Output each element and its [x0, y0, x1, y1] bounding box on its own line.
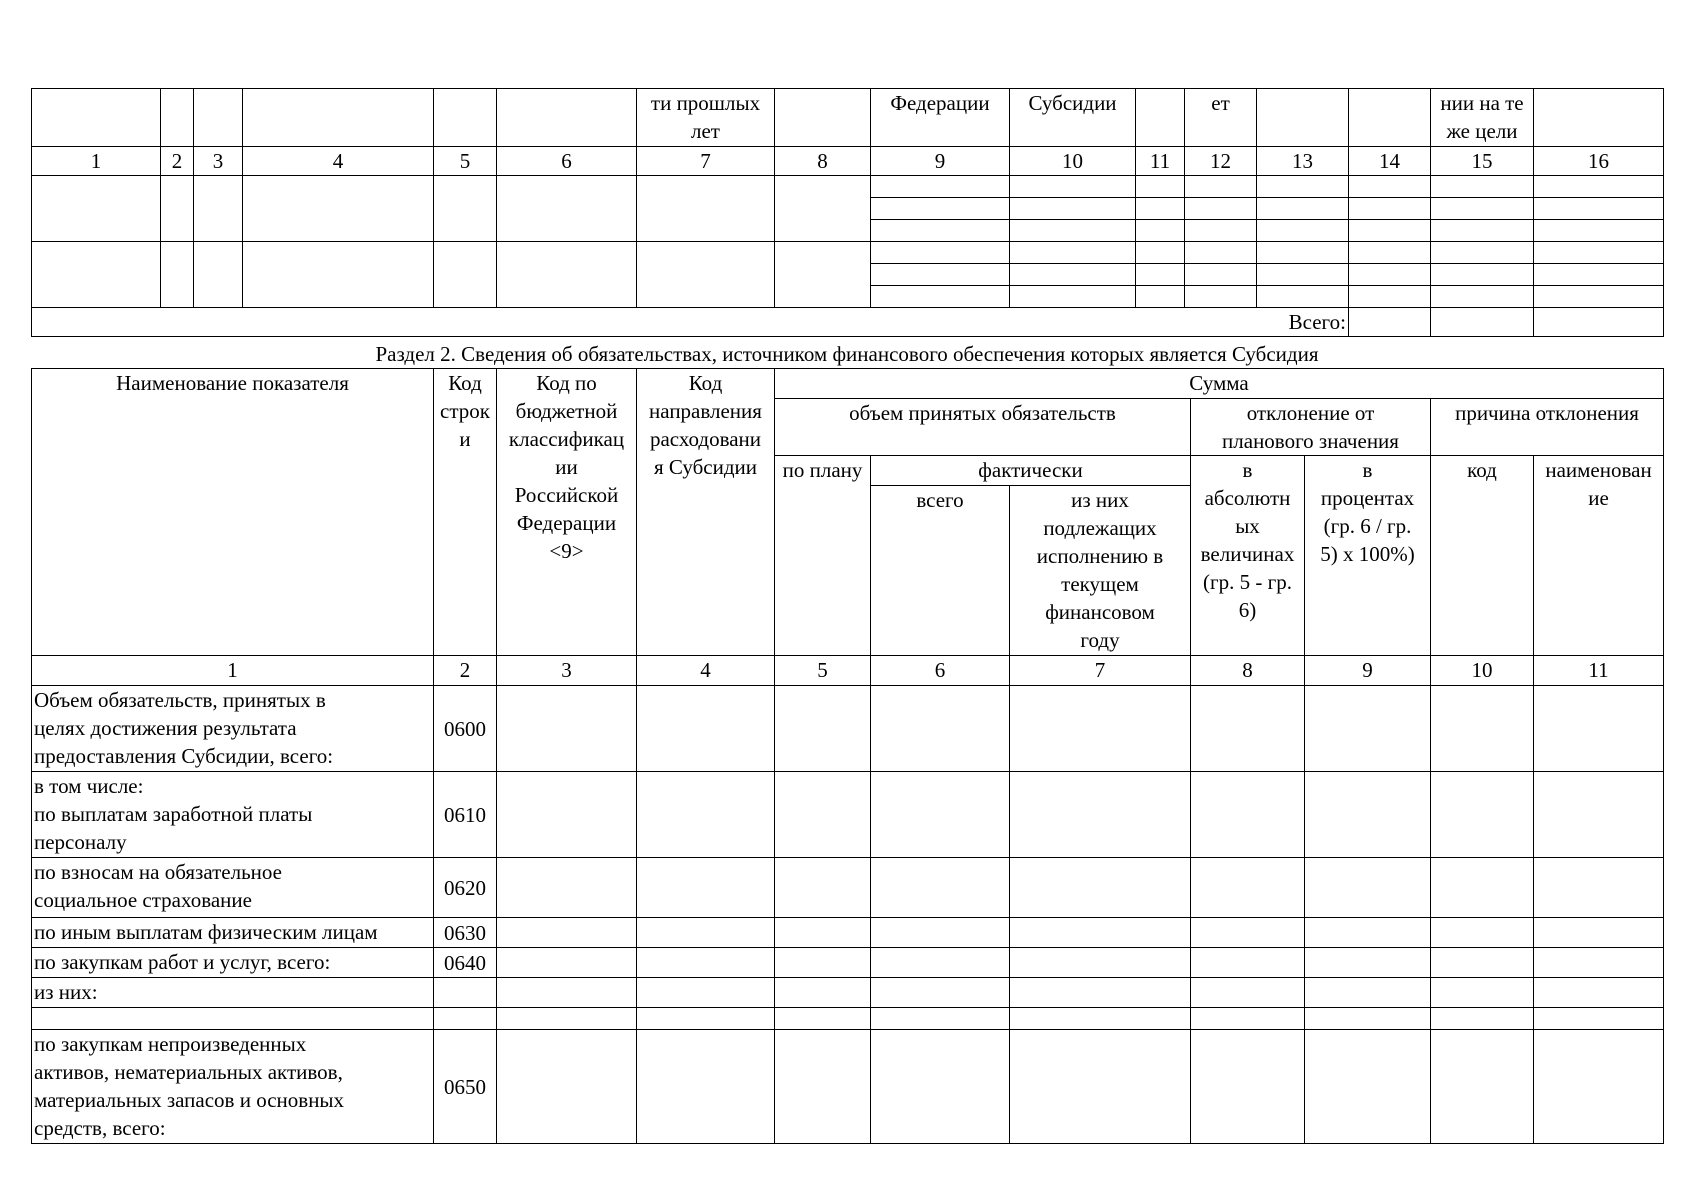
data-cell[interactable] [1534, 858, 1664, 918]
t1-cell[interactable] [1257, 198, 1349, 220]
t1-colnum: 13 [1257, 147, 1349, 176]
t1-cell[interactable] [1534, 220, 1664, 242]
data-cell[interactable] [775, 858, 871, 918]
t1-cell[interactable] [775, 242, 871, 308]
row-name: по закупкам работ и услуг, всего: [32, 948, 434, 978]
t1-cell[interactable] [1349, 286, 1431, 308]
data-cell[interactable] [775, 978, 871, 1008]
table-row [32, 1008, 1664, 1030]
data-cell[interactable] [1010, 1030, 1191, 1144]
t2-colnum: 10 [1431, 656, 1534, 686]
t1-header-cell [243, 89, 434, 147]
header-reason: причина отклонения [1431, 399, 1664, 456]
t1-cell[interactable] [1349, 220, 1431, 242]
row-name: из них: [32, 978, 434, 1008]
data-cell[interactable] [775, 686, 871, 772]
t1-header-cell [1136, 89, 1185, 147]
t1-colnum: 14 [1349, 147, 1431, 176]
t1-header-c7: ти прошлых лет [637, 89, 775, 147]
table-row [32, 772, 1664, 858]
data-cell[interactable] [871, 978, 1010, 1008]
data-cell[interactable] [1191, 978, 1305, 1008]
data-cell[interactable] [1010, 1008, 1191, 1030]
t1-cell[interactable] [1010, 286, 1136, 308]
t1-colnum: 4 [243, 147, 434, 176]
data-cell[interactable] [637, 1030, 775, 1144]
data-cell[interactable] [637, 918, 775, 948]
t1-cell[interactable] [1185, 220, 1257, 242]
t1-colnum: 12 [1185, 147, 1257, 176]
data-cell[interactable] [1191, 948, 1305, 978]
header-deviation: отклонение от планового значения [1191, 399, 1431, 456]
data-cell[interactable] [637, 978, 775, 1008]
row-name: Объем обязательств, принятых в целях достижения результата предоставления Субсидии, всего: [32, 686, 434, 772]
t1-header-cell [775, 89, 871, 147]
row-code: 0610 [434, 772, 497, 858]
total-label: Всего: [32, 308, 1349, 337]
t1-cell[interactable] [1185, 242, 1257, 264]
t1-cell[interactable] [243, 176, 434, 242]
row-code: 0620 [434, 858, 497, 918]
data-cell[interactable] [1534, 772, 1664, 858]
data-cell[interactable] [1534, 1030, 1664, 1144]
t2-colnum: 3 [497, 656, 637, 686]
total-cell[interactable] [1349, 308, 1431, 337]
section2-table [31, 368, 1664, 1144]
data-cell[interactable] [1010, 772, 1191, 858]
t1-cell[interactable] [1534, 286, 1664, 308]
t1-colnum: 5 [434, 147, 497, 176]
t1-cell[interactable] [775, 176, 871, 242]
data-cell[interactable] [1191, 1030, 1305, 1144]
t1-cell[interactable] [1257, 242, 1349, 264]
t1-cell[interactable] [1349, 176, 1431, 198]
t1-colnum: 15 [1431, 147, 1534, 176]
data-cell[interactable] [1534, 918, 1664, 948]
total-cell[interactable] [1431, 308, 1534, 337]
t1-cell[interactable] [1010, 264, 1136, 286]
t1-cell[interactable] [32, 242, 161, 308]
data-cell[interactable] [497, 686, 637, 772]
t2-colnum-row [32, 656, 1664, 686]
table1-row [32, 242, 1664, 264]
data-cell[interactable] [1431, 1030, 1534, 1144]
table1-colnum-row [32, 147, 1664, 176]
row-code: 0640 [434, 948, 497, 978]
header-line-code: Код строк и [434, 369, 497, 656]
t1-cell[interactable] [1431, 220, 1534, 242]
table-row [32, 1030, 1664, 1144]
t1-header-c12: ет [1185, 89, 1257, 147]
data-cell[interactable] [1534, 1008, 1664, 1030]
section1-table [31, 88, 1664, 337]
t1-colnum: 3 [194, 147, 243, 176]
table-row [32, 858, 1664, 918]
t1-cell[interactable] [871, 242, 1010, 264]
t1-cell[interactable] [637, 176, 775, 242]
data-cell[interactable] [637, 686, 775, 772]
data-cell[interactable] [637, 948, 775, 978]
t1-cell[interactable] [1136, 198, 1185, 220]
data-cell[interactable] [637, 1008, 775, 1030]
t1-cell[interactable] [434, 242, 497, 308]
row-code: 0600 [434, 686, 497, 772]
data-cell[interactable] [1191, 918, 1305, 948]
header-abs: в абсолютн ых величинах (гр. 5 - гр. 6) [1191, 456, 1305, 656]
t1-cell[interactable] [1136, 220, 1185, 242]
t1-cell[interactable] [161, 242, 194, 308]
t1-cell[interactable] [1010, 198, 1136, 220]
t1-cell[interactable] [1136, 242, 1185, 264]
t1-cell[interactable] [1136, 264, 1185, 286]
data-cell[interactable] [871, 772, 1010, 858]
header-reason-name: наименован ие [1534, 456, 1664, 656]
data-cell[interactable] [775, 918, 871, 948]
t1-cell[interactable] [1534, 176, 1664, 198]
data-cell[interactable] [497, 1008, 637, 1030]
t1-colnum: 6 [497, 147, 637, 176]
t1-colnum: 9 [871, 147, 1010, 176]
t1-cell[interactable] [1010, 220, 1136, 242]
data-cell[interactable] [1305, 686, 1431, 772]
t1-cell[interactable] [1185, 176, 1257, 198]
header-obligations: объем принятых обязательств [775, 399, 1191, 456]
t1-colnum: 11 [1136, 147, 1185, 176]
table-row [32, 978, 1664, 1008]
t2-header-row-1 [32, 369, 1664, 399]
t1-cell[interactable] [32, 176, 161, 242]
t1-cell[interactable] [871, 176, 1010, 198]
data-cell[interactable] [1305, 1030, 1431, 1144]
total-cell[interactable] [1534, 308, 1664, 337]
header-of-which: из них подлежащих исполнению в текущем финансовом году [1010, 486, 1191, 656]
data-cell[interactable] [775, 948, 871, 978]
t2-colnum: 11 [1534, 656, 1664, 686]
row-code [434, 978, 497, 1008]
data-cell[interactable] [871, 918, 1010, 948]
header-plan: по плану [775, 456, 871, 656]
header-reason-code: код [1431, 456, 1534, 656]
header-direction-code: Код направления расходовани я Субсидии [637, 369, 775, 656]
t1-cell[interactable] [1349, 242, 1431, 264]
data-cell[interactable] [775, 1008, 871, 1030]
t1-header-c9: Федерации [871, 89, 1010, 147]
row-code[interactable] [434, 1008, 497, 1030]
t1-cell[interactable] [1431, 198, 1534, 220]
t1-cell[interactable] [1534, 264, 1664, 286]
data-cell[interactable] [1431, 978, 1534, 1008]
data-cell[interactable] [1534, 686, 1664, 772]
table-row [32, 948, 1664, 978]
header-budget-code: Код по бюджетной классификац ии Российской Федерации <9> [497, 369, 637, 656]
data-cell[interactable] [1010, 686, 1191, 772]
table-row [32, 686, 1664, 772]
t1-cell[interactable] [497, 176, 637, 242]
t2-colnum: 4 [637, 656, 775, 686]
t1-cell[interactable] [1431, 286, 1534, 308]
row-name[interactable] [32, 1008, 434, 1030]
data-cell[interactable] [497, 978, 637, 1008]
header-total: всего [871, 486, 1010, 656]
t1-cell[interactable] [1431, 242, 1534, 264]
row-code: 0650 [434, 1030, 497, 1144]
t1-cell[interactable] [161, 176, 194, 242]
table1-row [32, 176, 1664, 198]
data-cell[interactable] [1191, 858, 1305, 918]
data-cell[interactable] [497, 948, 637, 978]
data-cell[interactable] [1010, 948, 1191, 978]
row-code: 0630 [434, 918, 497, 948]
t1-cell[interactable] [1185, 264, 1257, 286]
row-name: по иным выплатам физическим лицам [32, 918, 434, 948]
data-cell[interactable] [1305, 858, 1431, 918]
row-name: в том числе: по выплатам заработной платы персоналу [32, 772, 434, 858]
t1-cell[interactable] [1136, 176, 1185, 198]
data-cell[interactable] [1010, 918, 1191, 948]
header-pct: в процентах (гр. 6 / гр. 5) х 100%) [1305, 456, 1431, 656]
t1-cell[interactable] [1010, 176, 1136, 198]
t1-cell[interactable] [1534, 242, 1664, 264]
t1-header-cell [1257, 89, 1349, 147]
t1-cell[interactable] [194, 176, 243, 242]
header-name: Наименование показателя [32, 369, 434, 656]
data-cell[interactable] [1305, 948, 1431, 978]
data-cell[interactable] [637, 772, 775, 858]
t1-cell[interactable] [1136, 286, 1185, 308]
t1-header-cell [434, 89, 497, 147]
t1-header-c10: Субсидии [1010, 89, 1136, 147]
data-cell[interactable] [871, 1030, 1010, 1144]
t1-cell[interactable] [871, 286, 1010, 308]
t2-colnum: 9 [1305, 656, 1431, 686]
data-cell[interactable] [497, 918, 637, 948]
data-cell[interactable] [871, 686, 1010, 772]
table1-header-row [32, 89, 1664, 147]
t2-colnum: 1 [32, 656, 434, 686]
t2-colnum: 5 [775, 656, 871, 686]
data-cell[interactable] [1191, 686, 1305, 772]
data-cell[interactable] [1305, 772, 1431, 858]
t1-cell[interactable] [1534, 198, 1664, 220]
t1-cell[interactable] [1257, 220, 1349, 242]
t1-cell[interactable] [194, 242, 243, 308]
data-cell[interactable] [1191, 1008, 1305, 1030]
section2-title: Раздел 2. Сведения об обязательствах, источником финансового обеспечения которых является Субсидия [375, 342, 1319, 366]
t1-cell[interactable] [1257, 286, 1349, 308]
data-cell[interactable] [1305, 978, 1431, 1008]
t2-colnum: 7 [1010, 656, 1191, 686]
data-cell[interactable] [775, 1030, 871, 1144]
t1-cell[interactable] [871, 264, 1010, 286]
t1-header-cell [32, 89, 161, 147]
table-row [32, 918, 1664, 948]
t1-cell[interactable] [243, 242, 434, 308]
data-cell[interactable] [871, 1008, 1010, 1030]
header-actual: фактически [871, 456, 1191, 486]
row-name: по взносам на обязательное социальное страхование [32, 858, 434, 918]
data-cell[interactable] [1305, 918, 1431, 948]
data-cell[interactable] [871, 948, 1010, 978]
t1-colnum: 1 [32, 147, 161, 176]
t1-cell[interactable] [1010, 242, 1136, 264]
t1-cell[interactable] [497, 242, 637, 308]
data-cell[interactable] [497, 772, 637, 858]
t1-header-c15: нии на те же цели [1431, 89, 1534, 147]
t1-colnum: 7 [637, 147, 775, 176]
t1-cell[interactable] [1349, 264, 1431, 286]
data-cell[interactable] [1305, 1008, 1431, 1030]
header-sum: Сумма [775, 369, 1664, 399]
t1-cell[interactable] [871, 198, 1010, 220]
data-cell[interactable] [637, 858, 775, 918]
t1-header-cell [194, 89, 243, 147]
data-cell[interactable] [1431, 772, 1534, 858]
data-cell[interactable] [497, 858, 637, 918]
data-cell[interactable] [1431, 686, 1534, 772]
t1-cell[interactable] [1257, 264, 1349, 286]
t1-header-cell [497, 89, 637, 147]
t1-colnum: 8 [775, 147, 871, 176]
t1-cell[interactable] [1431, 176, 1534, 198]
t1-cell[interactable] [871, 220, 1010, 242]
t1-cell[interactable] [1431, 264, 1534, 286]
t1-cell[interactable] [1185, 198, 1257, 220]
data-cell[interactable] [1431, 948, 1534, 978]
data-cell[interactable] [497, 1030, 637, 1144]
t2-colnum: 2 [434, 656, 497, 686]
data-cell[interactable] [871, 858, 1010, 918]
t1-header-cell [1534, 89, 1664, 147]
data-cell[interactable] [1431, 858, 1534, 918]
t1-cell[interactable] [434, 176, 497, 242]
t1-cell[interactable] [1349, 198, 1431, 220]
data-cell[interactable] [1534, 948, 1664, 978]
t1-colnum: 2 [161, 147, 194, 176]
t1-cell[interactable] [1257, 176, 1349, 198]
data-cell[interactable] [1431, 1008, 1534, 1030]
data-cell[interactable] [1534, 978, 1664, 1008]
data-cell[interactable] [1191, 772, 1305, 858]
table1-total-row [32, 308, 1664, 337]
data-cell[interactable] [1431, 918, 1534, 948]
t1-colnum: 10 [1010, 147, 1136, 176]
t1-header-cell [1349, 89, 1431, 147]
data-cell[interactable] [1010, 978, 1191, 1008]
t2-colnum: 6 [871, 656, 1010, 686]
t1-cell[interactable] [1185, 286, 1257, 308]
data-cell[interactable] [775, 772, 871, 858]
row-name: по закупкам непроизведенных активов, нематериальных активов, материальных запасов и основных средств, всего: [32, 1030, 434, 1144]
data-cell[interactable] [1010, 858, 1191, 918]
t1-colnum: 16 [1534, 147, 1664, 176]
t2-colnum: 8 [1191, 656, 1305, 686]
t1-header-cell [161, 89, 194, 147]
t1-cell[interactable] [637, 242, 775, 308]
